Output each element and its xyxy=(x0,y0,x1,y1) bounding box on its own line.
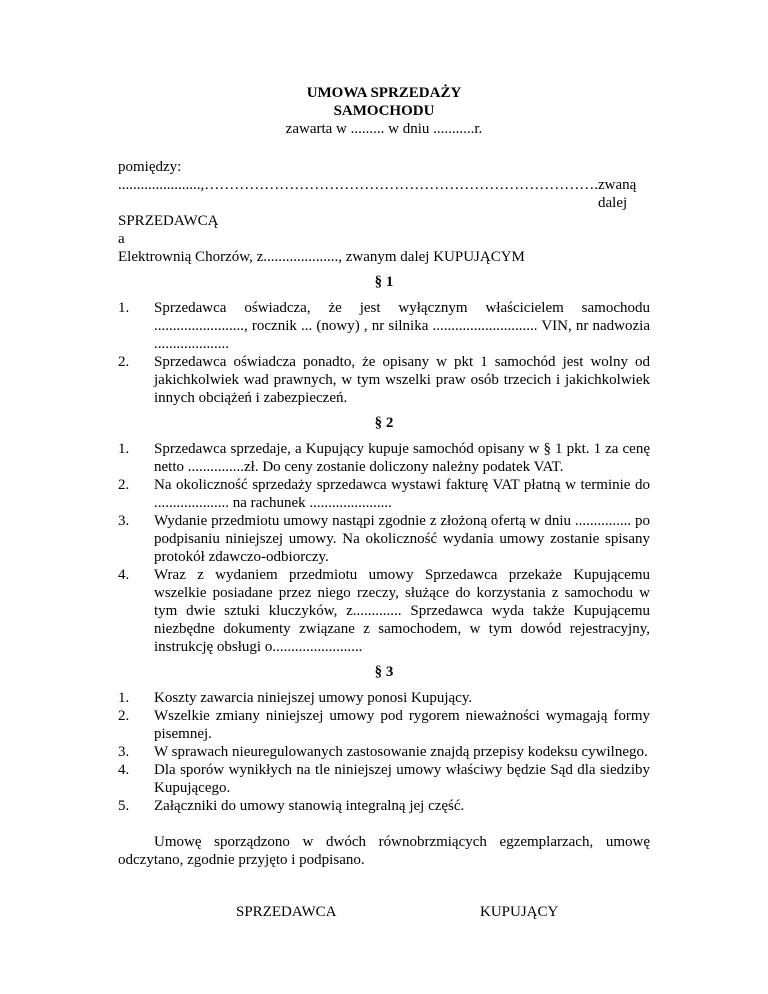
list-item xyxy=(118,299,650,353)
list-item-text: Sprzedawca sprzedaje, a Kupujący kupuje samochód opisany w § 1 pkt. 1 za cenę netto ...............zł. Do ceny zostanie doliczony należny podatek VAT. xyxy=(154,441,650,475)
list-item-number: 2. xyxy=(118,354,130,370)
list-item xyxy=(118,743,650,761)
parties-and: a xyxy=(118,231,125,247)
list-item-number: 1. xyxy=(118,300,130,316)
contract-document xyxy=(118,84,650,921)
list-item-text: Wszelkie zmiany niniejszej umowy pod rygorem nieważności wymagają formy pisemnej. xyxy=(154,708,650,742)
section-list xyxy=(118,299,650,407)
seller-line xyxy=(118,176,650,212)
section-heading: § 1 xyxy=(374,274,394,290)
parties-intro: pomiędzy: xyxy=(118,159,182,175)
list-item xyxy=(118,797,650,815)
sections-container xyxy=(118,273,650,815)
seller-placeholder: ......................,……………………………………………………………………. xyxy=(118,177,598,193)
closing-paragraph: Umowę sporządzono w dwóch równobrzmiących egzemplarzach, umowę odczytano, zgodnie przyjęto i podpisano. xyxy=(118,834,650,868)
list-item-number: 2. xyxy=(118,708,130,724)
list-item-number: 4. xyxy=(118,762,130,778)
document-title: UMOWA SPRZEDAŻY xyxy=(306,85,462,101)
list-item xyxy=(118,512,650,566)
list-item-text: Koszty zawarcia niniejszej umowy ponosi Kupujący. xyxy=(154,690,473,706)
list-item xyxy=(118,761,650,797)
section-heading: § 2 xyxy=(374,415,394,431)
seller-signature-label: SPRZEDAWCA xyxy=(236,904,337,920)
buyer-line: Elektrownią Chorzów, z...................., zwanym dalej KUPUJĄCYM xyxy=(118,249,525,265)
list-item-text: Sprzedawca oświadcza, że jest wyłącznym właścicielem samochodu ........................, rocznik ... (nowy) , nr silnika ............................ VIN, nr nadwozia .................... xyxy=(154,300,650,352)
list-item-number: 3. xyxy=(118,513,130,529)
list-item xyxy=(118,440,650,476)
document-title-line2: SAMOCHODU xyxy=(333,103,435,119)
list-item-number: 4. xyxy=(118,567,130,583)
list-item-number: 3. xyxy=(118,744,130,760)
list-item-number: 1. xyxy=(118,690,130,706)
list-item-text: Wraz z wydaniem przedmiotu umowy Sprzedawca przekaże Kupującemu wszelkie posiadane przez niego rzeczy, służące do korzystania z samochodu w tym dwie sztuki kluczyków, z............. Sprzedawca wyda także Kupującemu niezbędne dokumenty związane z samochodem, w tym dowód rejestracyjny, instrukcję obsługi o........................ xyxy=(154,567,650,655)
list-item xyxy=(118,353,650,407)
document-subtitle: zawarta w ......... w dniu ...........r. xyxy=(285,121,483,137)
list-item xyxy=(118,707,650,743)
section-list xyxy=(118,440,650,656)
list-item-text: Dla sporów wynikłych na tle niniejszej umowy właściwy będzie Sąd dla siedziby Kupującego. xyxy=(154,762,650,796)
list-item-text: Na okoliczność sprzedaży sprzedawca wystawi fakturę VAT płatną w terminie do .................... na rachunek ...................... xyxy=(154,477,650,511)
list-item xyxy=(118,689,650,707)
signature-block xyxy=(118,903,650,921)
list-item-text: Sprzedawca oświadcza ponadto, że opisany w pkt 1 samochód jest wolny od jakichkolwiek wad prawnych, w tym wszelki praw osób trzecich i jakichkolwiek innych obciążeń i zabezpieczeń. xyxy=(154,354,650,406)
list-item xyxy=(118,476,650,512)
buyer-signature-label: KUPUJĄCY xyxy=(480,904,559,920)
list-item-number: 1. xyxy=(118,441,130,457)
list-item xyxy=(118,566,650,656)
section-list xyxy=(118,689,650,815)
list-item-text: Wydanie przedmiotu umowy nastąpi zgodnie z złożoną ofertą w dniu ............... po podpisaniu niniejszej umowy. Na okoliczność wydania umowy zostanie spisany protokół zdawczo-odbiorczy. xyxy=(154,513,650,565)
seller-role: SPRZEDAWCĄ xyxy=(118,213,219,229)
section-heading: § 3 xyxy=(374,664,394,680)
list-item-text: W sprawach nieuregulowanych zastosowanie znajdą przepisy kodeksu cywilnego. xyxy=(154,744,648,760)
list-item-number: 5. xyxy=(118,798,130,814)
list-item-text: Załączniki do umowy stanowią integralną jej część. xyxy=(154,798,465,814)
list-item-number: 2. xyxy=(118,477,130,493)
seller-called: zwaną dalej xyxy=(598,177,637,211)
